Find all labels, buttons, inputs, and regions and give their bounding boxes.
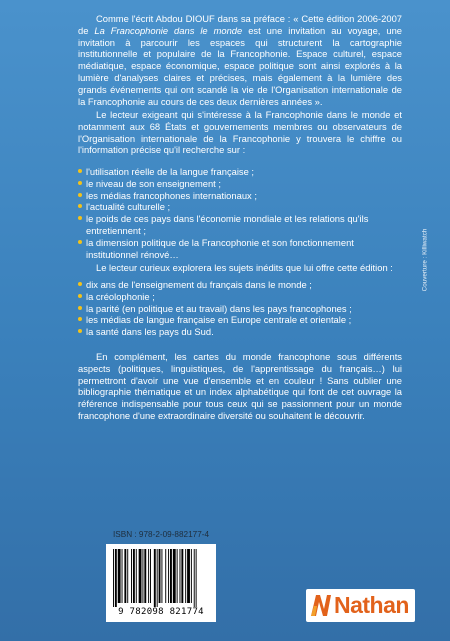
list-item: la dimension politique de la Francophonie et son fonctionnement institutionnel rénové…	[78, 237, 402, 261]
barcode-bar	[144, 549, 146, 603]
barcode-bar	[196, 549, 197, 607]
barcode-bar	[150, 549, 151, 603]
bullet-icon	[78, 306, 82, 310]
barcode-bar	[113, 549, 114, 607]
barcode-bar	[124, 549, 126, 603]
bullet-icon	[78, 282, 82, 286]
barcode-bar	[170, 549, 172, 603]
intro-text-end: est une invitation au voyage, une invitation à parcourir les espaces qui structurent la cartographie institutionnelle et populaire de la Francophonie. Espace culturel, espace médiatique, espace économique, espace politique sont ainsi explorés à la lumière d'analyses claires et précises, mais également à la lumière des grands événements qui ont scandé la vie de l'Organisation internationale de la Francophonie au cours de ces deux dernières années ».	[78, 24, 403, 107]
barcode-bar	[142, 549, 143, 603]
barcode-bar	[161, 549, 162, 603]
bullet-icon	[78, 204, 82, 208]
barcode-bar	[133, 549, 135, 603]
intro-text-start: Comme l'écrit Abdou DIOUF dans sa préface : « Cette édition 2006-2007 de	[78, 13, 402, 36]
barcode-bar	[131, 549, 132, 603]
barcode-bar	[165, 549, 166, 603]
barcode-bar	[122, 549, 123, 603]
barcode-bar	[180, 549, 181, 603]
list-item: les médias francophones internationaux ;	[78, 190, 402, 202]
topics-list	[78, 166, 402, 260]
barcode	[106, 544, 216, 622]
barcode-bar	[181, 549, 183, 603]
barcode-bar	[194, 549, 195, 607]
isbn-label: ISBN : 978-2-09-882177-4	[113, 530, 210, 539]
list-item: le poids de ces pays dans l'économie mondiale et les relations qu'ils entretiennent ;	[78, 213, 402, 237]
list-item: la parité (en politique et au travail) dans les pays francophones ;	[78, 303, 402, 315]
cover-credit: Couverture : Killiwatch	[421, 228, 429, 292]
publisher-name: Nathan	[334, 592, 409, 618]
publisher-logo	[306, 589, 415, 622]
reader-paragraph: Le lecteur exigeant qui s'intéresse à la Francophonie dans le monde et notamment aux 68 États et gouvernements membres ou observateurs de l'Organisation internationale de la Francophonie y trouvera le chiffre ou l'information précise qu'il recherche sur :	[78, 109, 402, 156]
list-item: les médias de langue française en Europe centrale et orientale ;	[78, 314, 402, 326]
barcode-bar	[127, 549, 128, 603]
book-title: La Francophonie dans le monde	[94, 24, 243, 36]
barcode-bar	[173, 549, 176, 603]
curious-reader-paragraph: Le lecteur curieux explorera les sujets inédits que lui offre cette édition :	[96, 262, 393, 273]
list-item: la créolophonie ;	[78, 291, 402, 303]
barcode-bar	[148, 549, 149, 603]
list-item: le niveau de son enseignement ;	[78, 178, 402, 190]
barcode-bars	[113, 549, 209, 607]
barcode-bar	[154, 549, 156, 607]
new-topics-list	[78, 279, 402, 338]
bullet-icon	[78, 181, 82, 185]
barcode-bar	[136, 549, 137, 603]
bullet-icon	[78, 169, 82, 173]
nathan-logo-icon	[310, 594, 332, 617]
intro-paragraph	[78, 13, 402, 107]
list-item: dix ans de l'enseignement du français dans le monde ;	[78, 279, 402, 291]
barcode-bar	[191, 549, 192, 603]
bullet-icon	[78, 294, 82, 298]
barcode-bar	[185, 549, 186, 603]
bullet-icon	[78, 240, 82, 244]
complement-paragraph: En complément, les cartes du monde francophone sous différents aspects (politiques, linguistiques, de l'apprentissage du français…) lui permettront d'avoir une vue d'ensemble et en couleur ! Sans oublier une bibliographie thématique et un index alphabétique qui font de cet ouvrage la référence indispensable pour tous ceux qui se passionnent pour un monde francophone d'une extraordinaire diversité ou souhaitent le découvrir.	[78, 351, 402, 421]
bullet-icon	[78, 329, 82, 333]
bullet-icon	[78, 216, 82, 220]
barcode-bar	[115, 549, 117, 607]
list-item: l'actualité culturelle ;	[78, 201, 402, 213]
bullet-icon	[78, 193, 82, 197]
barcode-bar	[157, 549, 158, 607]
barcode-bar	[118, 549, 121, 603]
barcode-bar	[177, 549, 178, 603]
barcode-bar	[159, 549, 161, 603]
barcode-bar	[139, 549, 142, 603]
list-item: la santé dans les pays du Sud.	[78, 326, 402, 338]
barcode-digits: 9 782098 821774	[118, 607, 204, 617]
barcode-bar	[187, 549, 190, 603]
bullet-icon	[78, 317, 82, 321]
list-item: l'utilisation réelle de la langue française ;	[78, 166, 402, 178]
barcode-bar	[168, 549, 169, 603]
